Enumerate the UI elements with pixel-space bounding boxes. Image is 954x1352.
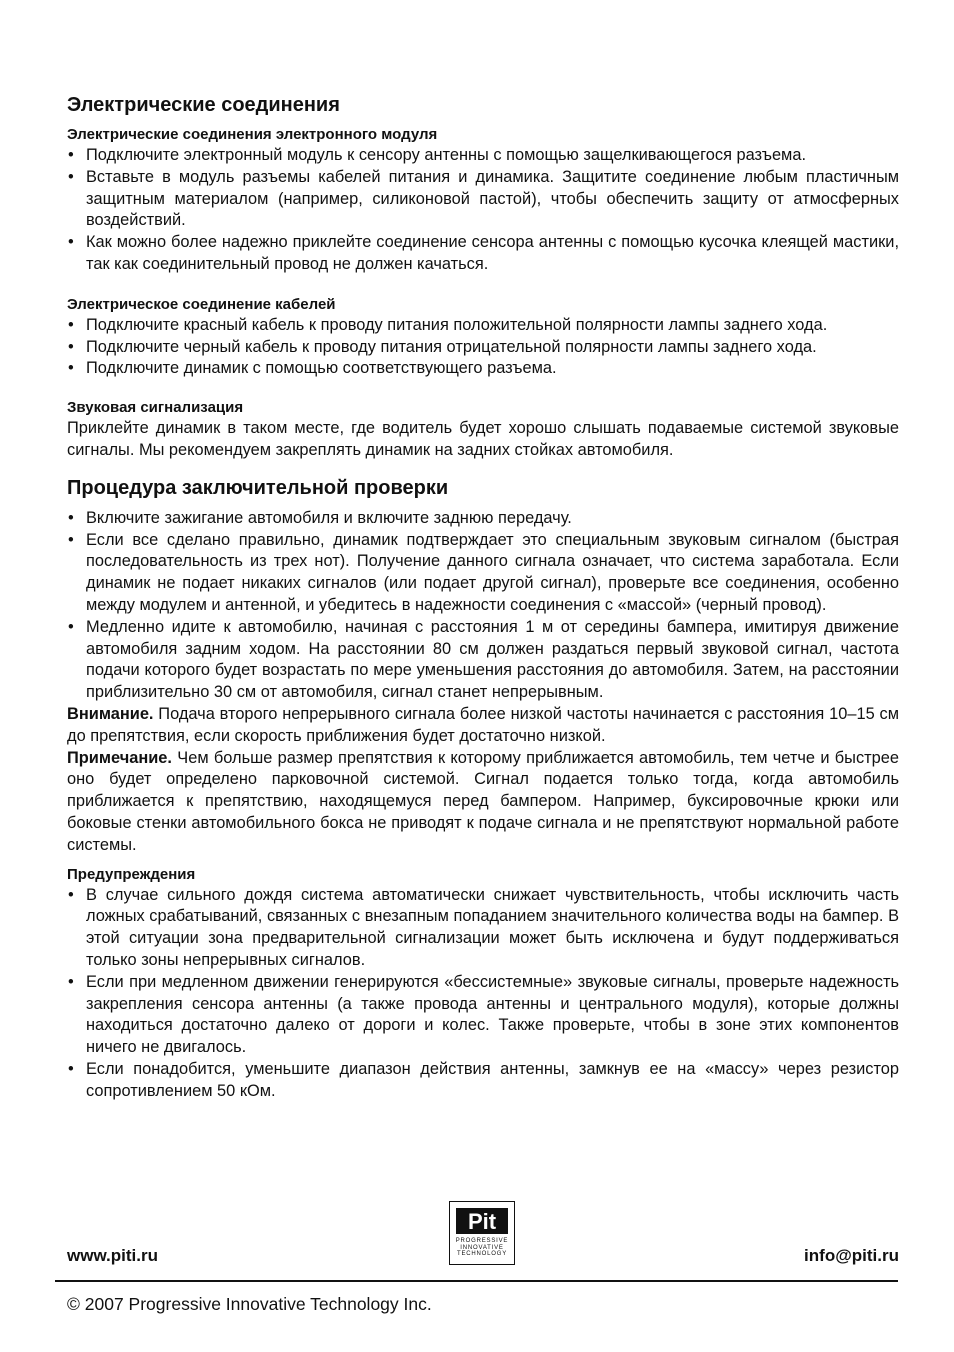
website-link[interactable]: www.piti.ru bbox=[67, 1246, 158, 1265]
subheading-cable-connections: Электрическое соединение кабелей bbox=[67, 295, 336, 313]
cable-connections-list bbox=[67, 315, 899, 380]
section-title-final-check: Процедура заключительной проверки bbox=[67, 476, 449, 499]
warnings-list bbox=[67, 885, 899, 1103]
module-connections-list bbox=[67, 145, 899, 276]
final-check-list bbox=[67, 508, 899, 704]
list-item: • Как можно более надежно приклейте соединение сенсора антенны с помощью кусочка клеящей мастики, так как соединительный провод не должен качаться. bbox=[67, 232, 899, 276]
list-item: • Подключите динамик с помощью соответствующего разъема. bbox=[67, 358, 899, 380]
list-item: • Медленно идите к автомобилю, начиная с расстояния 1 м от середины бампера, имитируя движение автомобиля задним ходом. На расстоянии 80 см должен раздаться первый звуковой сигнал, частота подачи которого будет возрастать по мере уменьшения расстояния до автомобиля. Затем, на расстоянии приблизительно 30 см от автомобиля, сигнал станет непрерывным. bbox=[67, 617, 899, 704]
note-paragraph bbox=[67, 748, 899, 857]
list-item: • В случае сильного дождя система автоматически снижает чувствительность, чтобы исключить часть ложных срабатываний, связанных с внезапным попаданием значительного количества воды на бампер. В этой ситуации зона предварительной сигнализации может быть исключена и будут поддерживаться только зоны непрерывных сигналов. bbox=[67, 885, 899, 972]
list-item: • Подключите красный кабель к проводу питания положительной полярности лампы заднего хода. bbox=[67, 315, 899, 337]
section-title-electrical: Электрические соединения bbox=[67, 94, 340, 116]
list-item: • Если понадобится, уменьшите диапазон действия антенны, замкнув ее на «массу» через резистор сопротивлением 50 кОм. bbox=[67, 1059, 899, 1103]
page-content bbox=[67, 92, 899, 1102]
pit-logo bbox=[449, 1201, 515, 1265]
list-item: • Если все сделано правильно, динамик подтверждает это специальным звуковым сигналом (быстрая последовательность из трех нот). Получение данного сигнала означает, что система заработала. Если динамик не подает никаких сигналов (или подает другой сигнал), проверьте все соединения, особенно между модулем и антенной, и убедитесь в надежности соединения с «массой» (черный провод). bbox=[67, 530, 899, 617]
footer-divider bbox=[55, 1280, 898, 1282]
sound-signal-text: Приклейте динамик в таком месте, где водитель будет хорошо слышать подаваемые системой звуковые сигналы. Мы рекомендуем закреплять динамик на задних стойках автомобиля. bbox=[67, 419, 899, 459]
pit-logo-mark-icon bbox=[454, 1206, 510, 1236]
attention-text: Подача второго непрерывного сигнала более низкой частоты начинается с расстояния 10–15 см до препятствия, если скорость приближения будет достаточно низкой. bbox=[67, 704, 899, 745]
list-item: • Если при медленном движении генерируются «бессистемные» звуковые сигналы, проверьте надежность закрепления сенсора антенны (а также провода антенны и центрального модуля), которые должны находиться достаточно далеко от дороги и колес. Также проверьте, чтобы в зоне этих компонентов ничего не двигалось. bbox=[67, 972, 899, 1059]
list-item: • Вставьте в модуль разъемы кабелей питания и динамика. Защитите соединение любым пластичным защитным материалом (например, силиконовой пастой), чтобы обеспечить защиту от атмосферных воздействий. bbox=[67, 167, 899, 232]
note-label: Примечание. bbox=[67, 748, 172, 767]
subheading-sound-signal: Звуковая сигнализация bbox=[67, 399, 244, 417]
attention-label: Внимание. bbox=[67, 704, 154, 723]
subheading-warnings: Предупреждения bbox=[67, 865, 196, 883]
copyright-text: © 2007 Progressive Innovative Technology Inc. bbox=[67, 1294, 432, 1314]
note-text: Чем больше размер препятствия к которому приближается автомобиль, тем четче и быстрее оно будет определено парковочной системой. Сигнал подается только тогда, когда автомобиль приближается к препятствию, находящемуся перед бампером. Например, буксировочные крюки или боковые стенки автомобильного бокса не приводят к подаче сигнала и не препятствуют нормальной работе системы. bbox=[67, 748, 899, 854]
attention-paragraph bbox=[67, 704, 899, 748]
svg-text:Pit: Pit bbox=[467, 1209, 497, 1234]
list-item: • Включите зажигание автомобиля и включите заднюю передачу. bbox=[67, 508, 899, 530]
subheading-module-connections: Электрические соединения электронного модуля bbox=[67, 126, 438, 143]
email-link[interactable]: info@piti.ru bbox=[804, 1246, 899, 1265]
list-item: • Подключите электронный модуль к сенсору антенны с помощью защелкивающегося разъема. bbox=[67, 145, 899, 167]
logo-tagline: PROGRESSIVE INNOVATIVE TECHNOLOGY bbox=[455, 1238, 509, 1257]
list-item: • Подключите черный кабель к проводу питания отрицательной полярности лампы заднего хода. bbox=[67, 337, 899, 359]
